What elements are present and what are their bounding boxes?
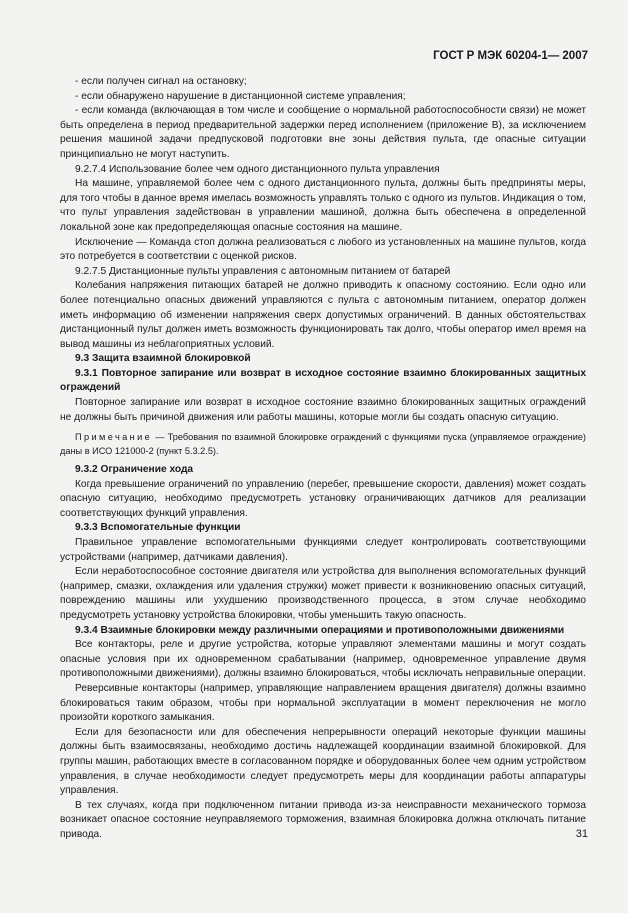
list-item: - если обнаружено нарушение в дистанционной системе управления; xyxy=(75,90,406,102)
paragraph: Исключение — Команда стоп должна реализоваться с любого из установленных на машине пультов, когда это потребуется в соответствии с оценкой рисков. xyxy=(60,236,586,263)
paragraph: Правильное управление вспомогательными функциями следует контролировать соответствующими устройствами (например, датчиками давления). xyxy=(60,537,586,563)
page-number: 31 xyxy=(575,828,588,840)
subsection-heading: 9.3.4 Взаимные блокировки между различными операциями и противоположными движениями xyxy=(75,624,565,636)
paragraph: Если неработоспособное состояние двигателя или устройства для выполнения вспомогательных функций (например, смазки, охлаждения или удаления стружки) может привести к возникновению опасных ситуаций, повреждению машины или ухудшению производственного процесса, в этом случае необходимо предусмотреть установку устройства блокировки, чтобы уменьшить такую опасность. xyxy=(60,566,586,621)
paragraph: В тех случаях, когда при подключенном питании привода из-за неисправности механического тормоза возникает опасное состояние неуправляемого торможения, взаимная блокировка должна отключать питание привода. xyxy=(60,799,586,840)
subsection-heading: 9.2.7.4 Использование более чем одного дистанционного пульта управления xyxy=(75,163,440,175)
paragraph: Повторное запирание или возврат в исходное состояние взаимно блокированных защитных ограждений не должны быть причиной движения или работы машины, которые могли бы создать опасную ситуацию. xyxy=(60,397,586,423)
paragraph: Все контакторы, реле и другие устройства, которые управляют элементами машины и могут создать опасные условия при их одновременном срабатывании (например, одновременное управление двумя противоположными движениями), должны взаимно блокироваться, чтобы исключать неправильные операции. xyxy=(60,639,586,680)
note-label: Примечание xyxy=(75,432,153,443)
section-heading: 9.3 Защита взаимной блокировкой xyxy=(75,353,251,365)
note-text: — Требования по взаимной блокировке ограждений с функциями пуска (управляемое ограждение) даны в ИСО 121000-2 (пункт 5.3.2.5). xyxy=(60,432,586,456)
list-item: - если команда (включающая в том числе и сообщение о нормальной работоспособности связи) не может быть определена в период предварительной задержки перед исполнением (приложение В), за исключением решения машиной задачи предпусковой подготовки вне зоны действия пульта, где опасные ситуации принципиально не могут наступить. xyxy=(60,105,586,160)
subsection-heading: 9.3.2 Ограничение хода xyxy=(75,464,194,476)
list-item: - если получен сигнал на остановку; xyxy=(75,76,247,87)
subsection-heading: 9.3.3 Вспомогательные функции xyxy=(75,522,241,534)
document-header-code: ГОСТ Р МЭК 60204-1— 2007 xyxy=(433,50,588,62)
subsection-heading: 9.2.7.5 Дистанционные пульты управления с автономным питанием от батарей xyxy=(75,265,451,277)
paragraph: Когда превышение ограничений по управлению (перебег, превышение скорости, давления) может создать опасную ситуацию, необходимо предусмотреть установку ограничивающих датчиков для реализации соответствующих функций управления. xyxy=(60,478,586,519)
note xyxy=(60,431,586,458)
subsection-heading: 9.3.1 Повторное запирание или возврат в исходное состояние взаимно блокированных защитных ограждений xyxy=(60,367,586,394)
paragraph: Реверсивные контакторы (например, управляющие направлением вращения двигателя) должны взаимно блокироваться таким образом, чтобы при нормальной эксплуатации в момент переключения не могло произойти короткого замыкания. xyxy=(60,682,586,724)
paragraph: Если для безопасности или для обеспечения непрерывности операций некоторые функции машины должны быть взаимосвязаны, необходимо достичь надлежащей координации взаимной блокировкой. Для группы машин, работающих вместе в согласованном порядке и оборудованных более чем одним устройством управления, в случае необходимости следует предусмотреть меры для координации работы аппаратуры управления. xyxy=(60,726,586,797)
paragraph: Колебания напряжения питающих батарей не должно приводить к опасному состоянию. Если одно или более потенциально опасных движений управляются с пульта с автономным питанием, оператор должен иметь информацию об изменении напряжения сверх допустимых ограничений. В данных обстоятельствах дистанционный пульт должен иметь возможность функционировать так долго, чтобы оператор имел время на вывод машины из неблагоприятных условий. xyxy=(60,280,586,350)
paragraph: На машине, управляемой более чем с одного дистанционного пульта, должны быть предприняты меры, для того чтобы в данное время имелась возможность управлять только с одного из пультов. Индикация о том, что пульт управления задействован в управлении машиной, должна быть обеспечена в определенной локальной зоне как предопределяющая опасные состояния на машине. xyxy=(60,178,586,233)
document-body xyxy=(60,75,586,843)
